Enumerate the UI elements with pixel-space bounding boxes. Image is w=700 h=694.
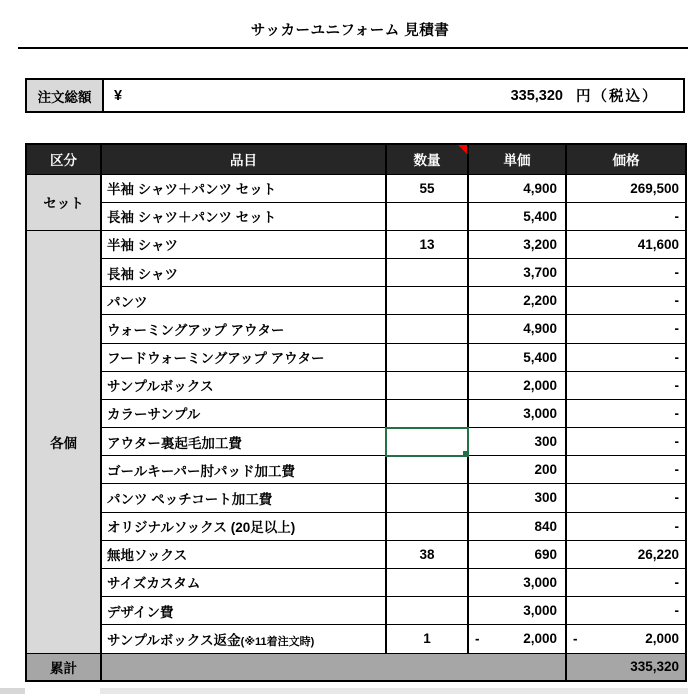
header-category[interactable]: 区分	[26, 144, 101, 174]
price-cell[interactable]: 41,600	[566, 230, 686, 258]
quantity-cell[interactable]	[386, 512, 468, 540]
quantity-cell[interactable]	[386, 484, 468, 512]
price-cell[interactable]: -	[566, 399, 686, 427]
group-label-set[interactable]: セット	[26, 174, 101, 230]
order-total-box	[25, 78, 685, 113]
item-cell[interactable]: 半袖 シャツ	[101, 230, 386, 258]
table-row	[26, 428, 686, 456]
currency-symbol: ¥	[114, 87, 123, 104]
comment-indicator-icon[interactable]	[458, 145, 467, 154]
price-cell[interactable]: -	[566, 428, 686, 456]
unit-price-cell[interactable]: 5,400	[468, 202, 566, 230]
unit-price-cell[interactable]: 5,400	[468, 343, 566, 371]
price-cell[interactable]: -	[566, 568, 686, 596]
item-cell[interactable]: 半袖 シャツ＋パンツ セット	[101, 174, 386, 202]
item-cell[interactable]: オリジナルソックス (20足以上)	[101, 512, 386, 540]
negative-sign: -	[475, 631, 480, 647]
unit-price-cell[interactable]	[468, 625, 566, 653]
page-title: サッカーユニフォーム 見積書	[250, 23, 450, 39]
table-row	[26, 287, 686, 315]
price-cell[interactable]: -	[566, 202, 686, 230]
group-label-individual[interactable]: 各個	[26, 230, 101, 653]
price-cell[interactable]: -	[566, 259, 686, 287]
unit-price-cell[interactable]: 3,700	[468, 259, 566, 287]
header-quantity-label: 数量	[413, 153, 441, 169]
quantity-cell[interactable]	[386, 597, 468, 625]
quotation-table	[25, 143, 687, 682]
total-empty-cell[interactable]	[101, 653, 566, 681]
header-unit-price[interactable]: 単価	[468, 144, 566, 174]
order-total-unit: 円（税込）	[576, 89, 659, 105]
order-total-label: 注文総額	[27, 80, 104, 111]
table-row	[26, 625, 686, 653]
item-cell[interactable]: デザイン費	[101, 597, 386, 625]
total-label[interactable]: 累計	[26, 653, 101, 681]
item-cell[interactable]: パンツ ペッチコート加工費	[101, 484, 386, 512]
price-value: 2,000	[645, 631, 679, 647]
quantity-cell[interactable]	[386, 399, 468, 427]
quantity-cell[interactable]	[386, 315, 468, 343]
table-row	[26, 484, 686, 512]
quantity-cell[interactable]	[386, 202, 468, 230]
quantity-cell[interactable]: 13	[386, 230, 468, 258]
table-row	[26, 568, 686, 596]
title-divider	[18, 47, 688, 49]
table-row	[26, 174, 686, 202]
table-row	[26, 230, 686, 258]
unit-price-cell[interactable]: 2,200	[468, 287, 566, 315]
partial-cell-left	[0, 688, 25, 694]
price-cell[interactable]: 26,220	[566, 540, 686, 568]
price-cell[interactable]: -	[566, 597, 686, 625]
table-row	[26, 202, 686, 230]
header-quantity[interactable]	[386, 144, 468, 174]
item-note: (※11着注文時)	[240, 635, 315, 648]
order-total-amount: 335,320	[510, 87, 563, 104]
table-row	[26, 343, 686, 371]
price-cell[interactable]: -	[566, 371, 686, 399]
quantity-cell[interactable]	[386, 343, 468, 371]
item-cell[interactable]: 長袖 シャツ	[101, 259, 386, 287]
unit-price-cell[interactable]: 200	[468, 456, 566, 484]
price-cell[interactable]	[566, 625, 686, 653]
unit-price-cell[interactable]: 4,900	[468, 315, 566, 343]
item-cell[interactable]: サンプルボックス	[101, 371, 386, 399]
table-row	[26, 259, 686, 287]
quantity-cell[interactable]	[386, 259, 468, 287]
item-cell[interactable]: 無地ソックス	[101, 540, 386, 568]
total-row	[26, 653, 686, 681]
header-item[interactable]: 品目	[101, 144, 386, 174]
table-row	[26, 597, 686, 625]
item-cell[interactable]: サイズカスタム	[101, 568, 386, 596]
price-cell[interactable]: -	[566, 287, 686, 315]
table-row	[26, 315, 686, 343]
header-price[interactable]: 価格	[566, 144, 686, 174]
unit-price-value: 2,000	[523, 631, 557, 647]
order-total-value-cell[interactable]	[104, 80, 683, 111]
table-row	[26, 456, 686, 484]
price-cell[interactable]: -	[566, 315, 686, 343]
quantity-cell[interactable]: 55	[386, 174, 468, 202]
price-cell[interactable]: -	[566, 512, 686, 540]
quantity-cell[interactable]	[386, 568, 468, 596]
unit-price-cell[interactable]: 840	[468, 512, 566, 540]
total-value[interactable]: 335,320	[566, 653, 686, 681]
table-row	[26, 399, 686, 427]
item-cell[interactable]: パンツ	[101, 287, 386, 315]
unit-price-cell[interactable]: 3,000	[468, 399, 566, 427]
price-cell[interactable]: -	[566, 484, 686, 512]
price-cell[interactable]: -	[566, 343, 686, 371]
unit-price-cell[interactable]: 3,000	[468, 597, 566, 625]
header-row	[26, 144, 686, 174]
table-row	[26, 512, 686, 540]
item-cell[interactable]: 長袖 シャツ＋パンツ セット	[101, 202, 386, 230]
unit-price-cell[interactable]: 3,200	[468, 230, 566, 258]
item-label: サンプルボックス返金	[107, 632, 241, 648]
quantity-cell[interactable]: 1	[386, 625, 468, 653]
item-cell[interactable]: ウォーミングアップ アウター	[101, 315, 386, 343]
partial-cell-right	[100, 688, 688, 694]
price-cell[interactable]: -	[566, 456, 686, 484]
table-row	[26, 540, 686, 568]
table-row	[26, 371, 686, 399]
item-cell[interactable]	[101, 625, 386, 653]
quantity-cell[interactable]	[386, 287, 468, 315]
unit-price-cell[interactable]: 3,000	[468, 568, 566, 596]
item-cell[interactable]: アウター裏起毛加工費	[101, 428, 386, 456]
item-cell[interactable]: フードウォーミングアップ アウター	[101, 343, 386, 371]
quantity-cell[interactable]	[386, 456, 468, 484]
unit-price-cell[interactable]: 690	[468, 540, 566, 568]
negative-sign: -	[573, 631, 578, 647]
unit-price-cell[interactable]: 300	[468, 484, 566, 512]
unit-price-cell[interactable]: 300	[468, 428, 566, 456]
quantity-cell[interactable]: 38	[386, 540, 468, 568]
item-cell[interactable]: ゴールキーパー肘パッド加工費	[101, 456, 386, 484]
price-cell[interactable]: 269,500	[566, 174, 686, 202]
unit-price-cell[interactable]: 4,900	[468, 174, 566, 202]
quantity-cell[interactable]	[386, 371, 468, 399]
quantity-cell-selected[interactable]	[386, 428, 468, 456]
item-cell[interactable]: カラーサンプル	[101, 399, 386, 427]
unit-price-cell[interactable]: 2,000	[468, 371, 566, 399]
